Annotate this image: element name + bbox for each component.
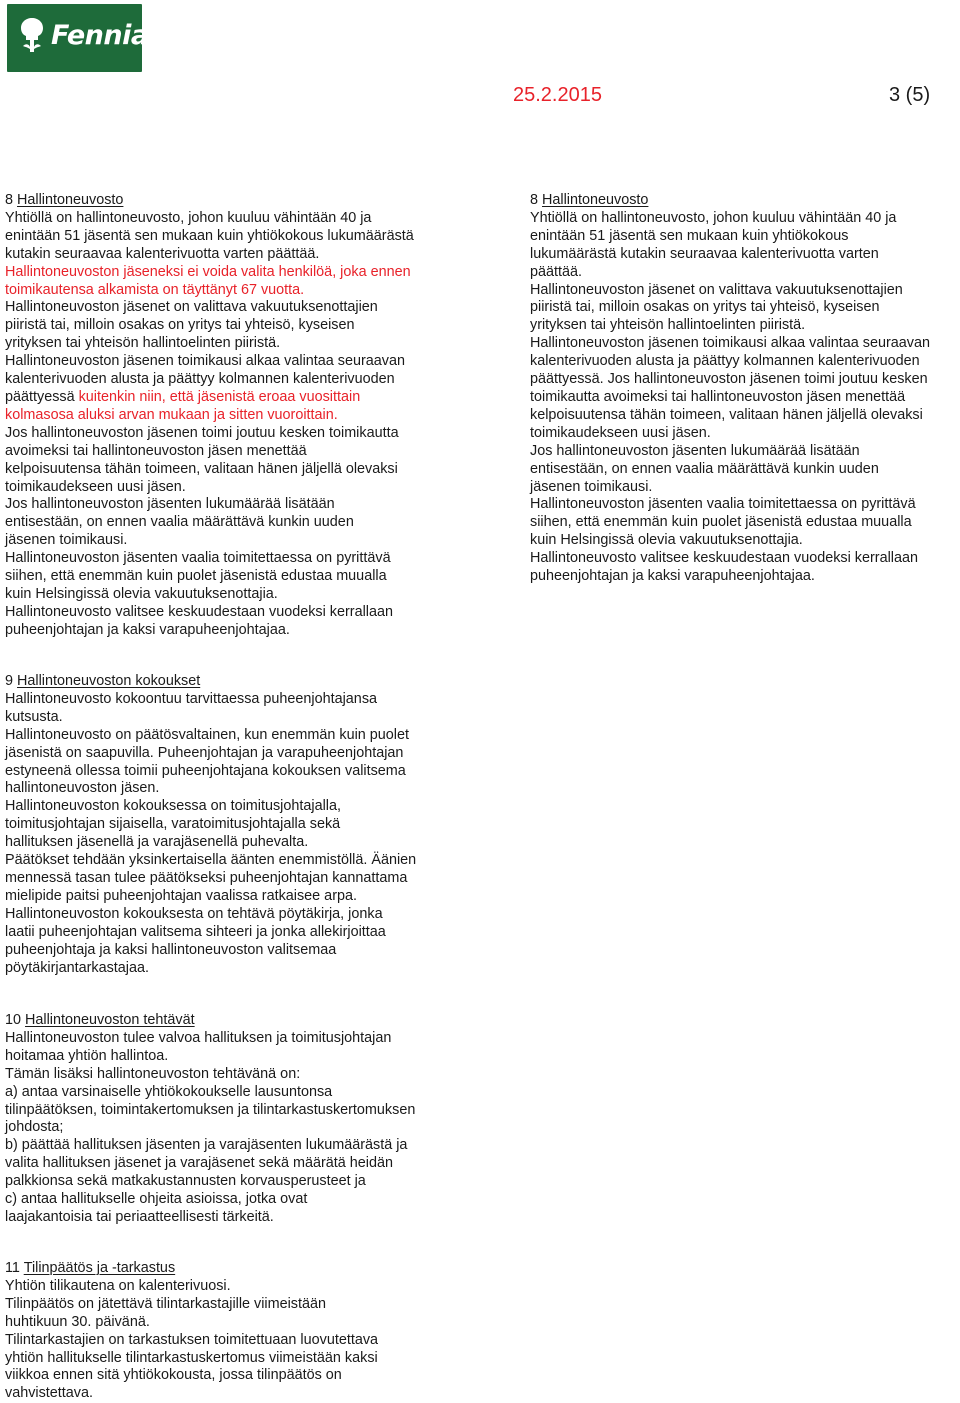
text-line: toimikautta avoimeksi tai hallintoneuvoston jäsen menettää xyxy=(530,388,906,405)
text-line: b) päättää hallituksen jäsenten ja varajäsenten lukumäärästä ja xyxy=(5,1137,408,1154)
text-run: kelpoisuutensa tähän toimeen, valitaan hänen jäljellä olevaksi xyxy=(5,460,398,477)
section-number: 10 xyxy=(5,1012,22,1028)
section-heading xyxy=(5,192,455,210)
text-line: Tilinpäätös on jätettävä tilintarkastajille viimeistään xyxy=(5,1295,327,1312)
text-run: jäsenen toimikausi. xyxy=(5,532,128,549)
text-run: yrityksen tai yhteisön hallintoelinten piiristä. xyxy=(5,335,281,352)
text-line xyxy=(5,568,455,586)
document-date: 25.2.2015 xyxy=(513,84,602,106)
section-title: Tilinpäätös ja -tarkastus xyxy=(23,1260,176,1276)
section-body xyxy=(5,1278,465,1403)
text-line: yrityksen tai yhteisön hallintoelinten piiristä. xyxy=(530,317,806,334)
text-line: viikkoa ennen sitä yhtiökokousta, jossa tilinpäätös on xyxy=(5,1367,342,1384)
text-line xyxy=(5,586,455,604)
fennia-oak-leaf-logo-icon xyxy=(17,16,47,56)
text-line xyxy=(5,425,455,443)
text-line xyxy=(5,317,455,335)
text-line xyxy=(5,532,455,550)
text-line: kuin Helsingissä olevia vakuutuksenottajia. xyxy=(530,532,803,549)
text-line: estyneenä ollessa toimii puheenjohtajana kokouksen valitsema xyxy=(5,762,406,779)
text-line: Hallintoneuvoston tulee valvoa hallituksen ja toimitusjohtajan xyxy=(5,1029,392,1046)
text-line: hoitamaa yhtiön hallintoa. xyxy=(5,1047,169,1064)
text-line xyxy=(5,335,455,353)
text-line xyxy=(5,371,455,389)
text-line: tilinpäätöksen, toimintakertomuksen ja tilintarkastuskertomuksen xyxy=(5,1101,416,1118)
text-line: päättää. xyxy=(530,263,583,280)
text-line: palkkionsa sekä matkakustannusten korvausperusteet ja xyxy=(5,1173,366,1190)
section-11 xyxy=(5,1260,465,1403)
section-10 xyxy=(5,1012,465,1227)
text-run: toimikautensa alkamista on täyttänyt 67 vuotta. xyxy=(5,281,305,298)
text-line: Hallintoneuvoston jäsenten vaalia toimitettaessa on pyrittävä xyxy=(530,496,916,513)
left-body xyxy=(5,210,455,640)
text-line: entisestään, on ennen vaalia määrättävä kunkin uuden xyxy=(530,460,879,477)
text-line xyxy=(5,228,455,246)
text-line: kutsusta. xyxy=(5,708,63,725)
company-logo xyxy=(7,4,149,72)
text-line: Päätökset tehdään yksinkertaisella äänten enemmistöllä. Äänien xyxy=(5,852,417,869)
section-title: Hallintoneuvoston tehtävät xyxy=(25,1012,195,1028)
text-run: Yhtiöllä on hallintoneuvosto, johon kuuluu vähintään 40 ja xyxy=(5,209,372,226)
section-body xyxy=(5,691,465,978)
text-line: päättyessä. Jos hallintoneuvoston jäsenen toimi joutuu kesken xyxy=(530,371,928,388)
section-title: Hallintoneuvosto xyxy=(17,192,124,208)
section-9 xyxy=(5,673,465,977)
text-line xyxy=(5,514,455,532)
text-line: toimikaudekseen uusi jäsen. xyxy=(530,424,711,441)
text-line: hallituksen jäsenellä ja varajäsenellä puhevalta. xyxy=(5,834,309,851)
text-line: Yhtiön tilikautena on kalenterivuosi. xyxy=(5,1277,231,1294)
section-heading xyxy=(5,673,465,691)
text-line: Hallintoneuvoston kokouksesta on tehtävä pöytäkirja, jonka xyxy=(5,905,383,922)
text-line: mielipide paitsi puheenjohtajan vaalissa ratkaisee arpa. xyxy=(5,887,357,904)
left-column xyxy=(5,192,455,640)
text-line xyxy=(5,479,455,497)
text-line xyxy=(5,389,455,407)
text-line: puheenjohtaja ja kaksi hallintoneuvoston valitsemaa xyxy=(5,941,337,958)
text-line: Hallintoneuvosto kokoontuu tarvittaessa puheenjohtajansa xyxy=(5,690,378,707)
text-run: Hallintoneuvosto valitsee keskuudestaan vuodeksi kerrallaan xyxy=(5,603,393,620)
text-line: mennessä tasan tulee päätökseksi puheenjohtajan kannattama xyxy=(5,869,408,886)
section-number: 8 xyxy=(530,192,539,208)
text-run: kalenterivuoden alusta ja päättyy kolmannen kalenterivuoden xyxy=(5,371,395,388)
text-run: Jos hallintoneuvoston jäsenen toimi joutuu kesken toimikautta xyxy=(5,424,399,441)
text-line: huhtikuun 30. päivänä. xyxy=(5,1313,150,1330)
text-line: Tämän lisäksi hallintoneuvoston tehtävänä on: xyxy=(5,1065,301,1082)
text-run: päättyessä xyxy=(5,388,79,405)
text-line: toimitusjohtajan sijaisella, varatoimitusjohtajalla sekä xyxy=(5,816,341,833)
text-line: kelpoisuutensa tähän toimeen, valitaan hänen jäljellä olevaksi xyxy=(530,406,923,423)
text-run: puheenjohtajan ja kaksi varapuheenjohtajaa. xyxy=(5,621,290,638)
section-number: 8 xyxy=(5,192,14,208)
text-line: c) antaa hallitukselle ohjeita asioissa, jotka ovat xyxy=(5,1191,308,1208)
text-line: a) antaa varsinaiselle yhtiökokoukselle lausuntonsa xyxy=(5,1083,333,1100)
text-line xyxy=(5,299,455,317)
text-line: Hallintoneuvosto valitsee keskuudestaan vuodeksi kerrallaan xyxy=(530,550,918,567)
section-heading xyxy=(530,192,960,210)
text-line: enintään 51 jäsentä sen mukaan kuin yhtiökokous xyxy=(530,227,849,244)
text-line: valita hallituksen jäsenet ja varajäsenet sekä määrätä heidän xyxy=(5,1155,393,1172)
text-run: kuitenkin niin, että jäsenistä eroaa vuosittain xyxy=(78,388,361,405)
text-line: johdosta; xyxy=(5,1119,64,1136)
right-column xyxy=(530,192,960,586)
text-run: Jos hallintoneuvoston jäsenten lukumäärää lisätään xyxy=(5,496,335,513)
text-line: lukumäärästä kutakin seuraavaa kalenterivuotta varten xyxy=(530,245,879,262)
section-body xyxy=(5,1030,465,1227)
text-run: Hallintoneuvoston jäsenten vaalia toimitettaessa on pyrittävä xyxy=(5,550,391,567)
text-line: puheenjohtajan ja kaksi varapuheenjohtajaa. xyxy=(530,568,815,585)
text-line xyxy=(5,282,455,300)
section-number: 11 xyxy=(5,1260,20,1276)
text-line: laajakantoisia tai periaatteellisesti tärkeitä. xyxy=(5,1208,274,1225)
section-title: Hallintoneuvoston kokoukset xyxy=(17,673,201,689)
text-line: vahvistettava. xyxy=(5,1385,93,1402)
text-line xyxy=(5,550,455,568)
text-line: kalenterivuoden alusta ja päättyy kolmannen kalenterivuoden xyxy=(530,353,920,370)
text-line: laatii puheenjohtajan valitsema sihteeri ja jonka allekirjoittaa xyxy=(5,923,386,940)
text-run: enintään 51 jäsentä sen mukaan kuin yhtiökokous lukumäärästä xyxy=(5,227,414,244)
text-line: pöytäkirjantarkastajaa. xyxy=(5,959,149,976)
text-line: Hallintoneuvosto on päätösvaltainen, kun enemmän kuin puolet xyxy=(5,726,410,743)
text-line: Hallintoneuvoston jäsenen toimikausi alkaa valintaa seuraavan xyxy=(530,335,930,352)
text-run: kutakin seuraavaa kalenterivuotta varten päättää. xyxy=(5,245,320,262)
section-heading xyxy=(5,1012,465,1030)
text-line: yhtiön hallitukselle tilintarkastuskertomus viimeistään kaksi xyxy=(5,1349,378,1366)
text-line xyxy=(5,604,455,622)
text-run: Hallintoneuvoston jäseneksi ei voida valita henkilöä, joka ennen xyxy=(5,263,411,280)
text-line: Yhtiöllä on hallintoneuvosto, johon kuuluu vähintään 40 ja xyxy=(530,209,897,226)
text-line: Tilintarkastajien on tarkastuksen toimitettuaan luovutettava xyxy=(5,1331,379,1348)
text-line xyxy=(5,210,455,228)
text-line: jäsenistä on saapuvilla. Puheenjohtajan ja varapuheenjohtajan xyxy=(5,744,404,761)
text-run: entisestään, on ennen vaalia määrättävä kunkin uuden xyxy=(5,514,354,531)
text-line: siihen, että enemmän kuin puolet jäsenistä edustaa muualla xyxy=(530,514,912,531)
text-run: piiristä tai, milloin osakas on yritys tai yhteisö, kyseisen xyxy=(5,317,355,334)
text-run: toimikaudekseen uusi jäsen. xyxy=(5,478,186,495)
text-line xyxy=(5,353,455,371)
text-run: avoimeksi tai hallintoneuvoston jäsen menettää xyxy=(5,442,307,459)
text-line xyxy=(5,496,455,514)
text-line: Hallintoneuvoston kokouksessa on toimitusjohtajalla, xyxy=(5,798,341,815)
text-line xyxy=(5,246,455,264)
text-line xyxy=(5,443,455,461)
page-number: 3 (5) xyxy=(889,84,931,106)
text-run: Hallintoneuvoston jäsenen toimikausi alkaa valintaa seuraavan xyxy=(5,353,405,370)
text-line: hallintoneuvoston jäsen. xyxy=(5,780,160,797)
text-line xyxy=(5,461,455,479)
section-heading xyxy=(5,1260,465,1278)
text-line: jäsenen toimikausi. xyxy=(530,478,653,495)
text-line: Jos hallintoneuvoston jäsenten lukumäärää lisätään xyxy=(530,442,860,459)
text-run: Hallintoneuvoston jäsenet on valittava vakuutuksenottajien xyxy=(5,299,378,316)
logo-wordmark: Fennia xyxy=(51,20,149,51)
text-line xyxy=(5,622,455,640)
text-run: kolmasosa aluksi arvan mukaan ja sitten vuoroittain. xyxy=(5,406,338,423)
text-run: kuin Helsingissä olevia vakuutuksenottajia. xyxy=(5,585,278,602)
text-line xyxy=(5,264,455,282)
text-line: Hallintoneuvoston jäsenet on valittava vakuutuksenottajien xyxy=(530,281,903,298)
right-body xyxy=(530,210,960,586)
text-line xyxy=(5,407,455,425)
section-title: Hallintoneuvosto xyxy=(542,192,649,208)
section-number: 9 xyxy=(5,673,14,689)
text-run: siihen, että enemmän kuin puolet jäsenistä edustaa muualla xyxy=(5,568,387,585)
text-line: piiristä tai, milloin osakas on yritys tai yhteisö, kyseisen xyxy=(530,299,880,316)
